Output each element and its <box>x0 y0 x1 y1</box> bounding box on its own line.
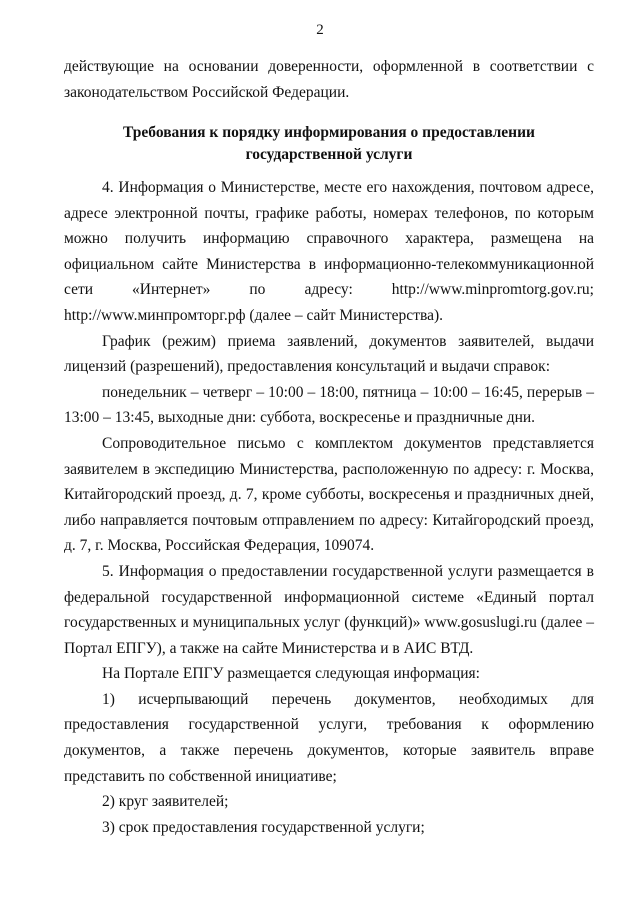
section-body <box>64 175 594 840</box>
paragraph-schedule: понедельник – четверг – 10:00 – 18:00, пятница – 10:00 – 16:45, перерыв – 13:00 – 13:45, выходные дни: суббота, воскресенье и праздничные дни. <box>64 383 594 427</box>
list-item-1-continuation: предоставления государственной услуги, требования к оформлению документов, а также перечень документов, которые заявитель вправе представить по собственной инициативе; <box>64 716 594 785</box>
list-item-3: 3) срок предоставления государственной услуги; <box>102 818 425 836</box>
list-item-2: 2) круг заявителей; <box>102 793 229 811</box>
paragraph-5: 5. Информация о предоставлении государственной услуги размещается в федеральной государственной информационной системе «Единый портал государственных и муниципальных услуг (функций)» www.gosuslugi.ru (далее – Портал ЕПГУ), а также на сайте Министерства и в АИС ВТД. <box>64 562 594 657</box>
intro-line-1: действующие на основании доверенности, оформленной в соответствии с <box>64 58 594 75</box>
page-number: 2 <box>316 22 324 38</box>
paragraph-cover-letter: Сопроводительное письмо с комплектом документов представляется заявителем в экспедицию Министерства, расположенную по адресу: г. Москва, Китайгородский проезд, д. 7, кроме субботы, воскресенья и праздничных дней, либо направляется почтовым отправлением по адресу: Китайгородский проезд, д. 7, г. Москва, Российская Федерация, 109074. <box>64 434 594 555</box>
intro-line-2: законодательством Российской Федерации. <box>64 83 350 101</box>
section-heading-line-1: Требования к порядку информирования о предоставлении <box>123 124 535 141</box>
paragraph-schedule-intro: График (режим) приема заявлений, документов заявителей, выдачи лицензий (разрешений), предоставления консультаций и выдачи справок: <box>64 332 594 376</box>
paragraph-4: 4. Информация о Министерстве, месте его нахождения, почтовом адресе, адресе электронной почты, графике работы, номерах телефонов, по которым можно получить информацию справочного характера, размещена на официальном сайте Министерства в информационно-телекоммуникационной сети «Интернет» по адресу: http://www.minpromtorg.gov.ru; http://www.минпромторг.рф (далее – сайт Министерства). <box>64 179 594 324</box>
list-item-1-first-line: 1) исчерпывающий перечень документов, необходимых для <box>102 690 594 708</box>
section-heading-line-2: государственной услуги <box>245 146 413 163</box>
paragraph-portal: На Портале ЕПГУ размещается следующая информация: <box>102 665 480 683</box>
section-heading <box>64 122 594 166</box>
intro-paragraph <box>64 54 594 105</box>
